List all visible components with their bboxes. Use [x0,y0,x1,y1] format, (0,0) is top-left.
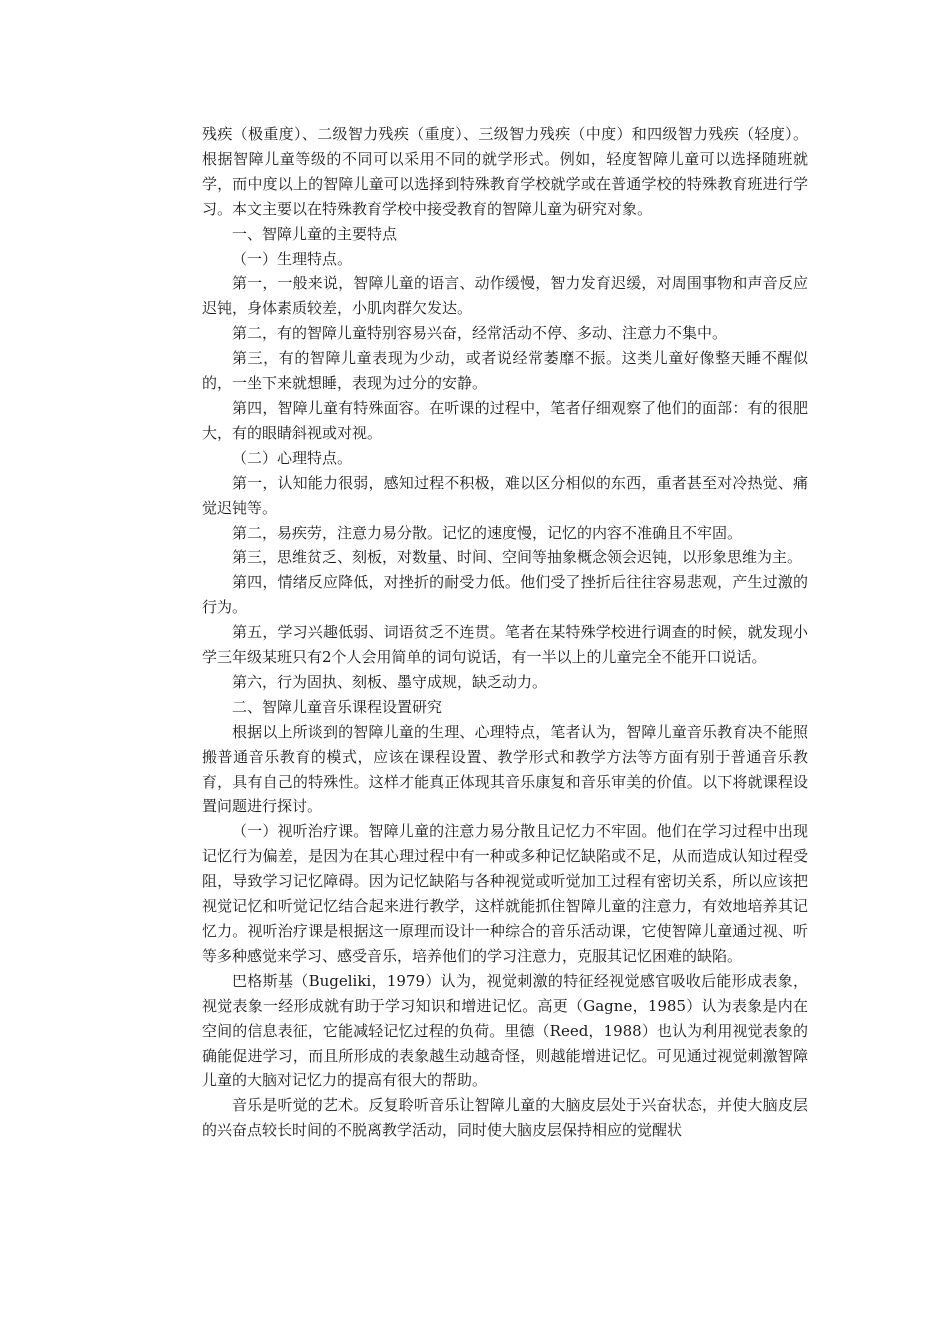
paragraph: 音乐是听觉的艺术。反复聆听音乐让智障儿童的大脑皮层处于兴奋状态，并使大脑皮层的兴奋点较长时间的不脱离教学活动，同时使大脑皮层保持相应的觉醒状 [202,1096,808,1140]
paragraph: 第一，一般来说，智障儿童的语言、动作缓慢，智力发育迟缓，对周围事物和声音反应迟钝，身体素质较差，小肌肉群欠发达。 [202,274,808,318]
subsection-heading-physiology: （一）生理特点。 [232,249,353,268]
paragraph: 巴格斯基（Bugeliki，1979）认为，视觉刺激的特征经视觉感官吸收后能形成表象，视觉表象一经形成就有助于学习知识和增进记忆。高更（Gagne，1985）认为表象是内在空间的信息表征，它能减轻记忆过程的负荷。里德（Reed，1988）也认为利用视觉表象的确能促进学习，而且所形成的表象越生动越奇怪，则越能增进记忆。可见通过视觉刺激智障儿童的大脑对记忆力的提高有很大的帮助。 [202,971,808,1090]
paragraph: 第六，行为固执、刻板、墨守成规，缺乏动力。 [232,672,548,691]
paragraph-continuation: 残疾（极重度）、二级智力残疾（重度）、三级智力残疾（中度）和四级智力残疾（轻度）。根据智障儿童等级的不同可以采用不同的就学形式。例如，轻度智障儿童可以选择随班就学，而中度以上的智障儿童可以选择到特殊教育学校就学或在普通学校的特殊教育班进行学习。本文主要以在特殊教育学校中接受教育的智障儿童为研究对象。 [202,125,808,218]
paragraph: （一）视听治疗课。智障儿童的注意力易分散且记忆力不牢固。他们在学习过程中出现记忆行为偏差，是因为在其心理过程中有一种或多种记忆缺陷或不足，从而造成认知过程受阻，导致学习记忆障碍。因为记忆缺陷与各种视觉或听觉加工过程有密切关系，所以应该把视觉记忆和听觉记忆结合起来进行教学，这样就能抓住智障儿童的注意力，有效地培养其记忆力。视听治疗课是根据这一原理而设计一种综合的音乐活动课，它使智障儿童通过视、听等多种感觉来学习、感受音乐，培养他们的学习注意力，克服其记忆困难的缺陷。 [202,822,808,965]
paragraph: 第四，智障儿童有特殊面容。在听课的过程中，笔者仔细观察了他们的面部：有的很肥大，有的眼睛斜视或对视。 [202,398,808,442]
section-heading-2: 二、智障儿童音乐课程设置研究 [232,697,443,716]
paragraph: 第三，思维贫乏、刻板，对数量、时间、空间等抽象概念领会迟钝，以形象思维为主。 [232,548,803,567]
paragraph: 第一，认知能力很弱，感知过程不积极，难以区分相似的东西，重者甚至对冷热觉、痛觉迟钝等。 [202,473,808,517]
section-heading-1: 一、智障儿童的主要特点 [232,224,398,243]
paragraph: 第二，有的智障儿童特别容易兴奋，经常活动不停、多动、注意力不集中。 [232,324,728,343]
document-body [202,122,808,1143]
paragraph: 第三，有的智障儿童表现为少动，或者说经常萎靡不振。这类儿童好像整天睡不醒似的，一坐下来就想睡，表现为过分的安静。 [202,349,808,393]
paragraph: 第二，易疾劳，注意力易分散。记忆的速度慢，记忆的内容不准确且不牢固。 [232,523,743,542]
paragraph: 根据以上所谈到的智障儿童的生理、心理特点，笔者认为，智障儿童音乐教育决不能照搬普通音乐教育的模式，应该在课程设置、教学形式和教学方法等方面有别于普通音乐教育，具有自己的特殊性。这样才能真正体现其音乐康复和音乐审美的价值。以下将就课程设置问题进行探讨。 [202,722,808,816]
subsection-heading-psychology: （二）心理特点。 [232,448,353,467]
paragraph: 第四，情绪反应降低，对挫折的耐受力低。他们受了挫折后往往容易悲观，产生过激的行为。 [202,573,808,617]
paragraph: 第五，学习兴趣低弱、词语贫乏不连贯。笔者在某特殊学校进行调查的时候，就发现小学三年级某班只有2个人会用简单的词句说话，有一半以上的儿童完全不能开口说话。 [202,623,808,667]
